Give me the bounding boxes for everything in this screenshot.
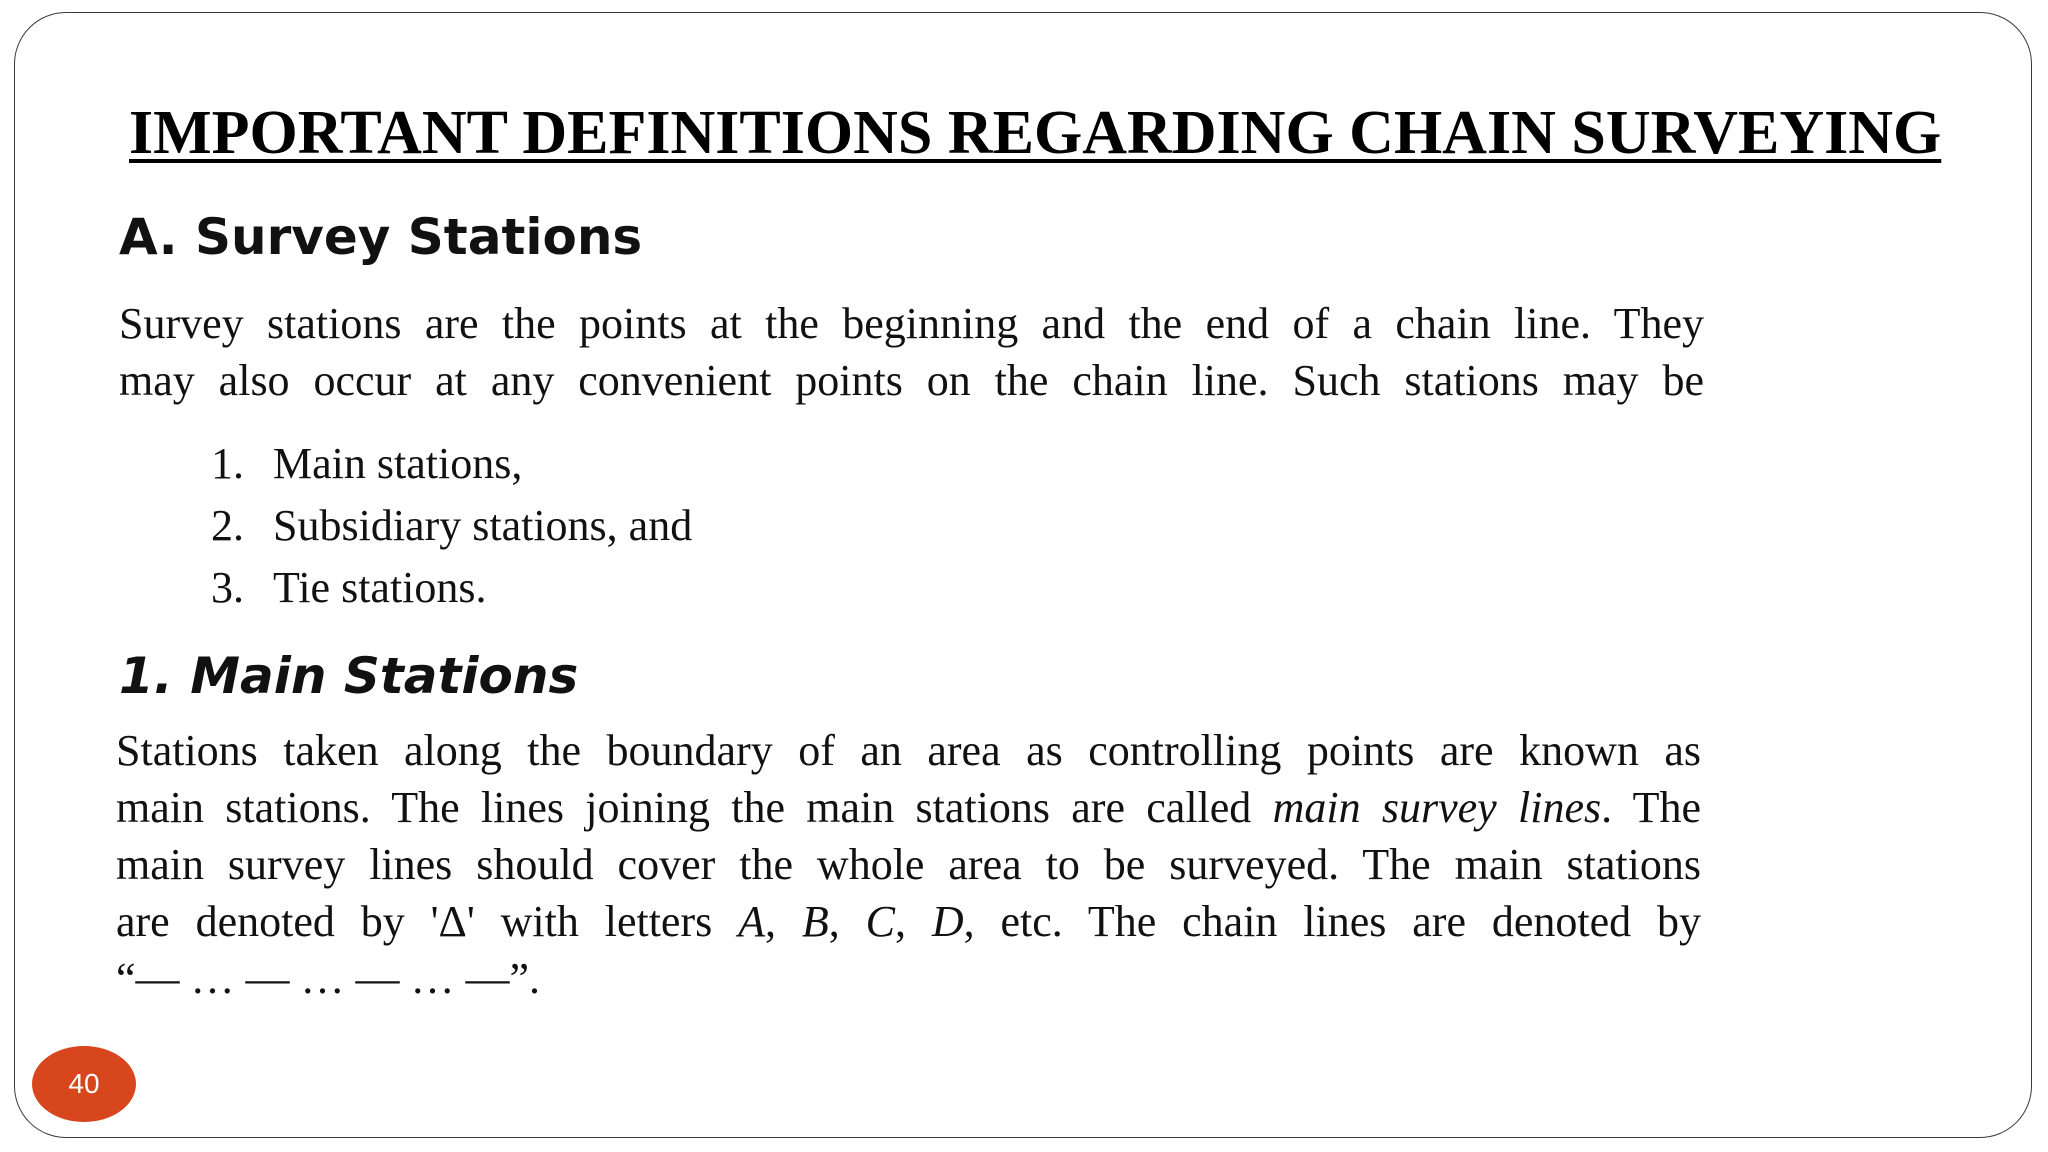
- station-types-list: [211, 433, 692, 619]
- paragraph-line: main survey lines should cover the whole area to be surveyed. The main stations: [116, 840, 1701, 889]
- slide: [14, 12, 2032, 1138]
- paragraph-line: [116, 779, 1701, 836]
- slide-title: IMPORTANT DEFINITIONS REGARDING CHAIN SURVEYING: [129, 99, 1942, 167]
- letter-d: D: [931, 897, 964, 946]
- letter-a: A: [738, 897, 765, 946]
- list-text: Tie stations.: [273, 563, 487, 612]
- letter-b: B: [801, 897, 829, 946]
- list-number: 3.: [211, 563, 244, 612]
- paragraph-line: Stations taken along the boundary of an area as controlling points are known as: [116, 726, 1701, 775]
- list-text: Subsidiary stations, and: [273, 501, 693, 550]
- text-run: are denoted by 'Δ' with letters: [116, 897, 739, 946]
- main-stations-paragraph: [116, 722, 1701, 1007]
- paragraph-line: “— … — … — … —”.: [116, 954, 541, 1003]
- text-run: etc. The chain lines are denoted by: [974, 897, 1701, 946]
- list-item: [211, 495, 692, 557]
- list-number: 1.: [211, 439, 244, 488]
- text-run: main stations. The lines joining the main stations are called: [116, 783, 1273, 832]
- list-item: [211, 557, 692, 619]
- paragraph-line: may also occur at any convenient points on the chain line. Such stations may be: [119, 356, 1704, 405]
- list-text: Main stations,: [273, 439, 523, 488]
- main-stations-heading: 1. Main Stations: [119, 647, 579, 705]
- paragraph-line: are denoted by 'Δ' with letters A, B, C, D, etc. The chain lines are denoted by: [116, 897, 1701, 946]
- paragraph-line: Survey stations are the points at the beginning and the end of a chain line. They: [119, 299, 1704, 348]
- text-run: . The: [1601, 783, 1702, 832]
- section-a-paragraph: [119, 295, 1704, 409]
- list-number: 2.: [211, 501, 244, 550]
- emphasis-main-survey-lines: main survey lines: [1272, 783, 1602, 832]
- letter-c: C: [865, 897, 895, 946]
- page-number-badge: 40: [32, 1046, 136, 1122]
- section-a-heading: A. Survey Stations: [119, 208, 643, 266]
- list-item: [211, 433, 692, 495]
